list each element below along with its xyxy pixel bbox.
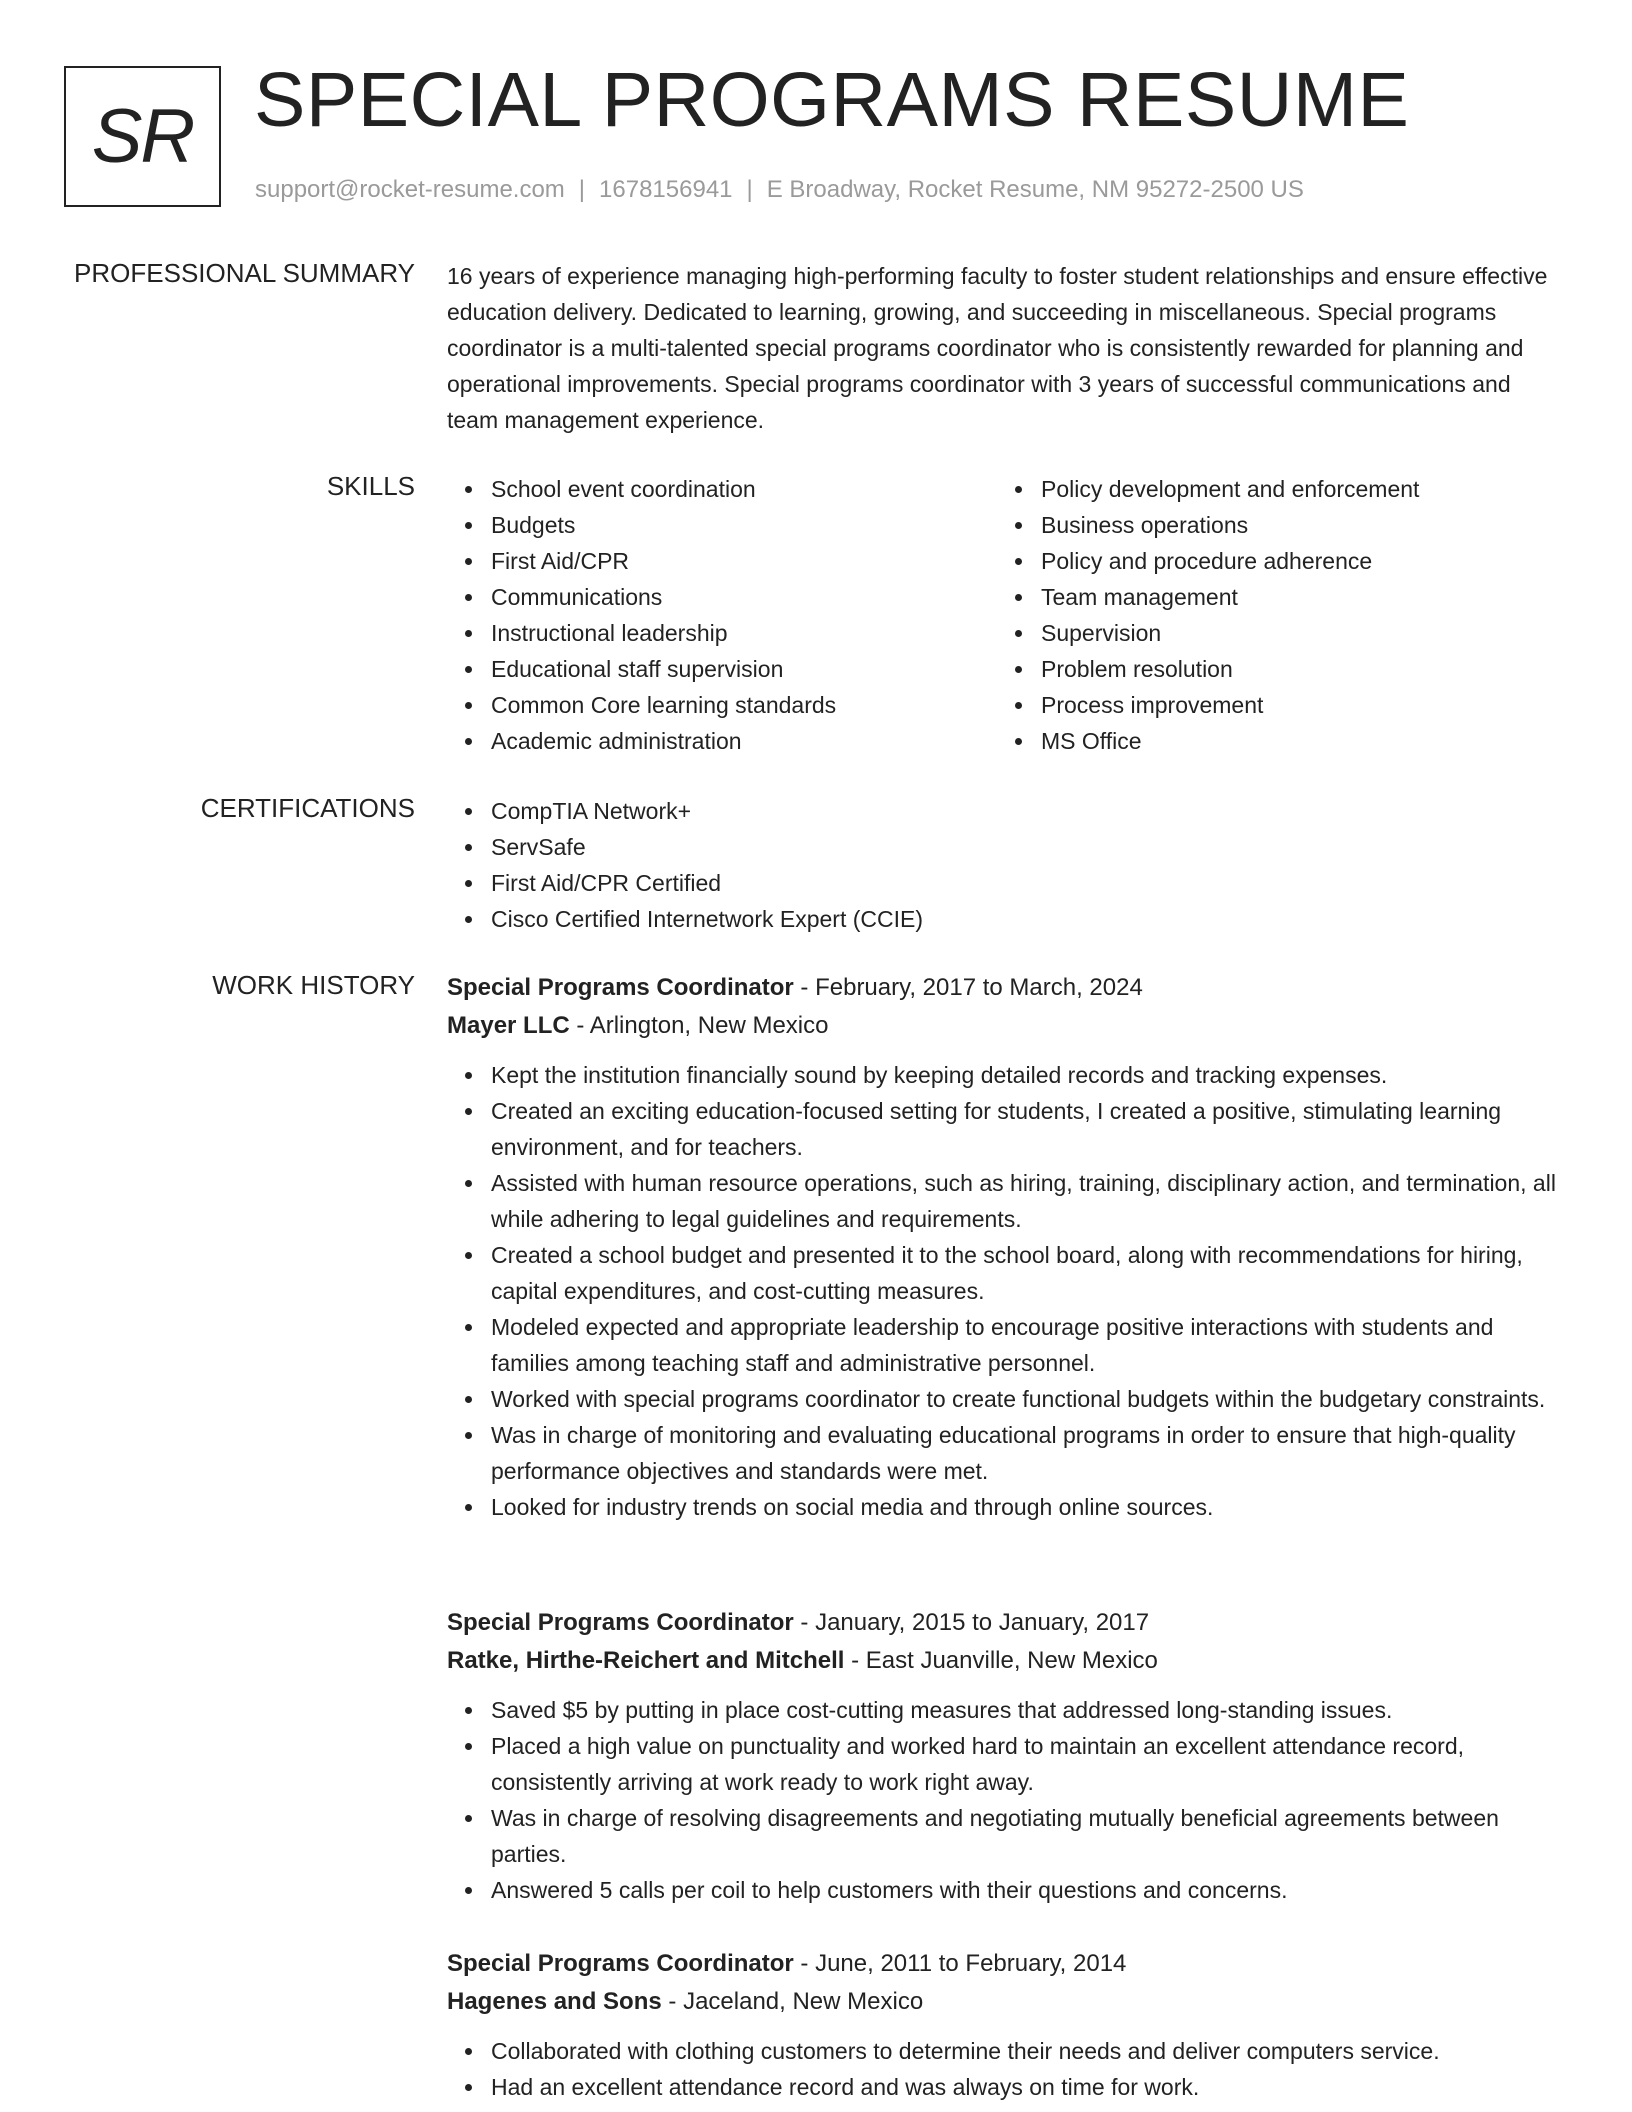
skill-item: Budgets [447,507,967,543]
job-dates: - January, 2015 to January, 2017 [800,1609,1150,1636]
job-bullets [447,2033,1557,2105]
skill-item: First Aid/CPR [447,543,967,579]
job-entry [447,1604,1557,1908]
job-dates: - February, 2017 to March, 2024 [800,974,1143,1001]
job-bullet: Created an exciting education-focused setting for students, I created a positive, stimulating learning environment, and for teachers. [447,1093,1557,1165]
skill-item: Communications [447,579,967,615]
certifications-list [447,793,1147,937]
job-bullet: Collaborated with clothing customers to determine their needs and deliver computers service. [447,2033,1557,2069]
certification-item: CompTIA Network+ [447,793,1147,829]
job-dates: - June, 2011 to February, 2014 [800,1950,1127,1977]
job-location: - Arlington, New Mexico [576,1012,829,1039]
job-company-line [447,1642,1557,1680]
job-company-line [447,1983,1557,2021]
job-company-line [447,1007,1557,1045]
skills-list-left [447,471,967,759]
certification-item: ServSafe [447,829,1147,865]
job-bullet: Saved $5 by putting in place cost-cutting measures that addressed long-standing issues. [447,1692,1557,1728]
job-bullet: Answered 5 calls per coil to help customers with their questions and concerns. [447,1872,1557,1908]
job-location: - Jaceland, New Mexico [668,1988,924,2015]
skills-list-right [997,471,1557,759]
job-bullet: Was in charge of resolving disagreements and negotiating mutually beneficial agreements between parties. [447,1800,1557,1872]
skill-item: Process improvement [997,687,1557,723]
contact-phone: 1678156941 [599,176,733,203]
skill-item: Common Core learning standards [447,687,967,723]
skill-item: MS Office [997,723,1557,759]
skill-item: Policy and procedure adherence [997,543,1557,579]
initials-monogram [64,66,221,207]
job-bullet: Had an excellent attendance record and was always on time for work. [447,2069,1557,2105]
summary-text: 16 years of experience managing high-performing faculty to foster student relationships and ensure effective education delivery. Dedicated to learning, growing, and succeeding in miscellaneous. Special programs coordinator is a multi-talented special programs coordinator who is consistently rewarded for planning and operational improvements. Special programs coordinator with 3 years of successful communications and team management experience. [447,263,1548,433]
job-role: Special Programs Coordinator [447,1950,794,1977]
certification-item: Cisco Certified Internetwork Expert (CCIE) [447,901,1147,937]
skill-item: Educational staff supervision [447,651,967,687]
job-role: Special Programs Coordinator [447,1609,794,1636]
skill-item: Instructional leadership [447,615,967,651]
job-role-line [447,1604,1557,1642]
job-bullet: Assisted with human resource operations, such as hiring, training, disciplinary action, and termination, all while adhering to legal guidelines and requirements. [447,1165,1557,1237]
skill-item: Business operations [997,507,1557,543]
job-bullet: Looked for industry trends on social media and through online sources. [447,1489,1557,1525]
skills-heading: SKILLS [326,471,415,501]
contact-separator: | [746,176,753,203]
initials-text: SR [91,94,194,179]
job-bullets [447,1057,1557,1525]
skill-item: Academic administration [447,723,967,759]
job-role: Special Programs Coordinator [447,974,794,1001]
job-company: Mayer LLC [447,1012,570,1039]
skill-item: Policy development and enforcement [997,471,1557,507]
skill-item: Supervision [997,615,1557,651]
job-entry [447,1945,1557,2105]
skill-item: Problem resolution [997,651,1557,687]
job-bullet: Created a school budget and presented it to the school board, along with recommendations for hiring, capital expenditures, and cost-cutting measures. [447,1237,1557,1309]
job-bullet: Was in charge of monitoring and evaluating educational programs in order to ensure that high-quality performance objectives and standards were met. [447,1417,1557,1489]
skill-item: School event coordination [447,471,967,507]
resume-title: SPECIAL PROGRAMS RESUME [254,57,1410,143]
job-entry [447,969,1557,1525]
job-company: Ratke, Hirthe-Reichert and Mitchell [447,1647,845,1674]
job-role-line [447,1945,1557,1983]
work-history-heading: WORK HISTORY [212,970,415,1000]
job-bullet: Placed a high value on punctuality and worked hard to maintain an excellent attendance record, consistently arriving at work ready to work right away. [447,1728,1557,1800]
summary-heading: PROFESSIONAL SUMMARY [74,258,415,288]
job-bullets [447,1692,1557,1908]
contact-line [255,176,1304,204]
contact-address: E Broadway, Rocket Resume, NM 95272-2500 US [766,176,1304,203]
skill-item: Team management [997,579,1557,615]
job-bullet: Modeled expected and appropriate leadership to encourage positive interactions with students and families among teaching staff and administrative personnel. [447,1309,1557,1381]
contact-email: support@rocket-resume.com [255,176,565,203]
job-role-line [447,969,1557,1007]
certification-item: First Aid/CPR Certified [447,865,1147,901]
job-location: - East Juanville, New Mexico [851,1647,1158,1674]
contact-separator: | [578,176,586,203]
job-bullet: Kept the institution financially sound by keeping detailed records and tracking expenses. [447,1057,1557,1093]
certifications-heading: CERTIFICATIONS [200,793,415,823]
job-bullet: Worked with special programs coordinator to create functional budgets within the budgetary constraints. [447,1381,1557,1417]
job-company: Hagenes and Sons [447,1988,662,2015]
